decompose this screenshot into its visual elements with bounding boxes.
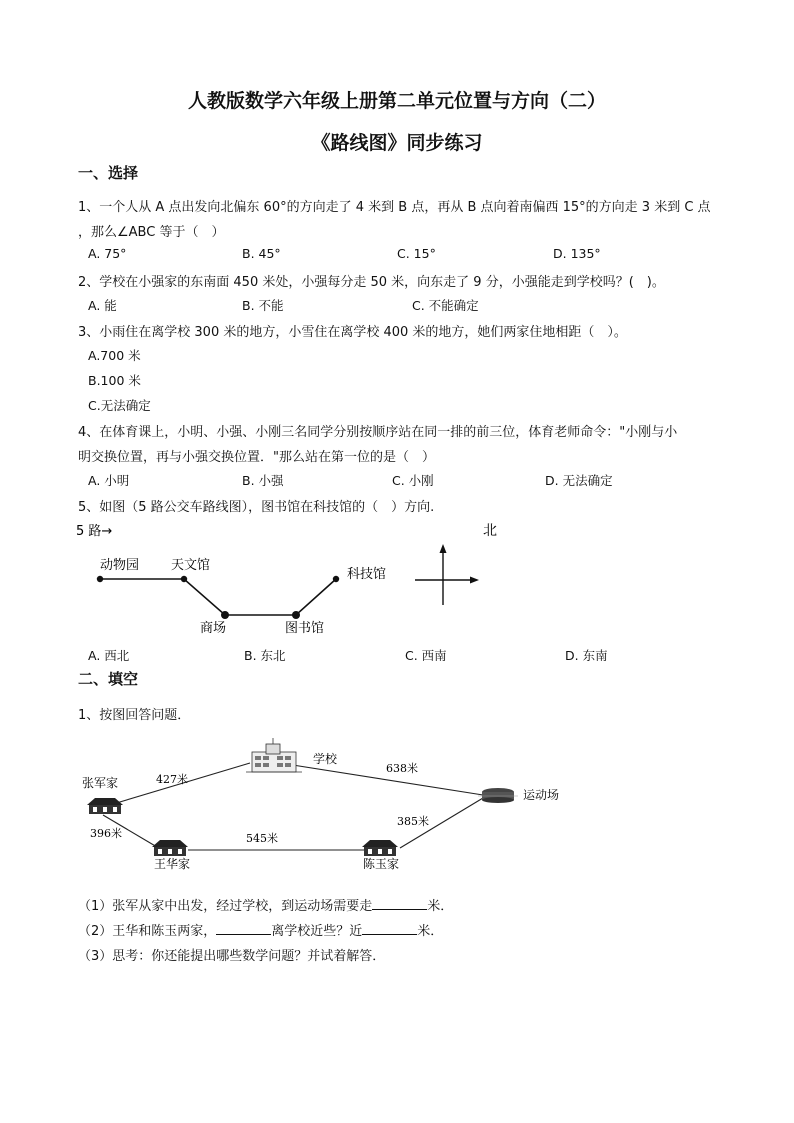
question-2-option-b[interactable]: B. 不能 — [242, 298, 284, 313]
question-4-option-c[interactable]: C. 小刚 — [392, 473, 434, 488]
fill-sub-question-3: （3）思考：你还能提出哪些数学问题？并试着解答． — [78, 949, 386, 964]
question-4-text: 4、在体育课上，小明、小强、小刚三名同学分别按顺序站在同一排的前三位，体育老师命令："小刚与小 — [78, 425, 678, 440]
label-wanghua-home: 王华家 — [154, 857, 191, 870]
school-building-icon — [246, 738, 302, 772]
route-label: 5 路→ — [76, 524, 113, 539]
distance-wanghua-chenyu: 545米 — [246, 832, 278, 845]
stop-dot-science-museum — [333, 576, 339, 582]
label-school: 学校 — [313, 752, 338, 766]
question-3-option-b[interactable]: B.100 米 — [88, 373, 141, 388]
fill-sub-question-1-unit: 米． — [427, 899, 454, 914]
question-4-option-a[interactable]: A. 小明 — [88, 473, 130, 488]
stop-label-science-museum: 科技馆 — [347, 567, 387, 582]
stop-label-zoo: 动物园 — [100, 558, 140, 573]
question-3-text: 3、小雨住在离学校 300 米的地方，小雪住在离学校 400 米的地方，她们两家住地相距（ ）。 — [78, 325, 627, 340]
question-2-option-c[interactable]: C. 不能确定 — [412, 298, 479, 313]
stadium-icon — [478, 788, 518, 803]
fill-sub-question-1-text: （1）张军从家中出发，经过学校，到运动场需要走 — [78, 899, 373, 914]
question-3-option-c[interactable]: C.无法确定 — [88, 398, 151, 413]
compass — [405, 518, 505, 610]
fill-sub-question-2-unit: 米． — [417, 924, 444, 939]
route-map — [70, 730, 590, 870]
stop-dot-mall — [221, 611, 229, 619]
chenyu-house-icon — [362, 840, 398, 856]
question-5-text: 5、如图（5 路公交车路线图），图书馆在科技馆的（ ）方向. — [78, 500, 435, 515]
stop-label-mall: 商场 — [200, 621, 227, 636]
question-4-option-b[interactable]: B. 小强 — [242, 473, 284, 488]
fill-sub-question-2 — [78, 920, 443, 939]
stop-label-planetarium: 天文馆 — [171, 558, 211, 573]
stop-dot-library — [292, 611, 300, 619]
route-line — [100, 579, 336, 615]
question-3-option-a[interactable]: A.700 米 — [88, 348, 141, 363]
fill-sub-question-1 — [78, 895, 453, 914]
question-5-option-c[interactable]: C. 西南 — [405, 648, 447, 663]
north-label: 北 — [483, 523, 497, 539]
answer-blank-2[interactable] — [216, 922, 271, 935]
distance-chenyu-stadium: 385米 — [397, 815, 429, 828]
fill-sub-question-2-text-cont: 离学校近些？近 — [271, 924, 363, 939]
path-school-stadium — [280, 763, 483, 795]
label-stadium: 运动场 — [523, 788, 560, 802]
distance-zhangjun-school: 427米 — [156, 773, 188, 786]
question-4-text-cont: 明交换位置，再与小强交换位置．"那么站在第一位的是（ ） — [78, 450, 435, 465]
answer-blank-3[interactable] — [362, 922, 417, 935]
distance-zhangjun-wanghua: 396米 — [90, 827, 122, 840]
zhangjun-house-icon — [87, 798, 123, 814]
question-1-text: 1、一个人从 A 点出发向北偏东 60°的方向走了 4 米到 B 点，再从 B 点向着南偏西 15°的方向走 3 米到 C 点 — [78, 200, 711, 215]
section-heading-choice: 一、选择 — [78, 164, 139, 182]
question-2-option-a[interactable]: A. 能 — [88, 298, 117, 313]
north-arrow-icon — [440, 544, 447, 553]
question-5-option-b[interactable]: B. 东北 — [244, 648, 286, 663]
fill-sub-question-2-text: （2）王华和陈玉两家， — [78, 924, 217, 939]
page-subtitle: 《路线图》同步练习 — [311, 132, 483, 154]
stop-dot-planetarium — [181, 576, 187, 582]
page-title: 人教版数学六年级上册第二单元位置与方向（二） — [187, 90, 606, 112]
question-1-text-cont: ，那么∠ABC 等于（ ） — [78, 225, 225, 240]
question-4-option-d[interactable]: D. 无法确定 — [545, 473, 613, 488]
stop-dot-zoo — [97, 576, 103, 582]
question-1-option-d[interactable]: D. 135° — [553, 246, 601, 261]
question-1-option-a[interactable]: A. 75° — [88, 246, 127, 261]
label-zhangjun-home: 张军家 — [82, 776, 119, 790]
question-2-text: 2、学校在小强家的东南面 450 米处，小强每分走 50 米，向东走了 9 分，小强能走到学校吗？( )。 — [78, 275, 665, 290]
stop-label-library: 图书馆 — [285, 621, 325, 636]
answer-blank-1[interactable] — [372, 897, 427, 910]
question-1-option-b[interactable]: B. 45° — [242, 246, 281, 261]
label-chenyu-home: 陈玉家 — [363, 857, 400, 870]
distance-school-stadium: 638米 — [386, 762, 418, 775]
fill-question-1-prompt: 1、按图回答问题． — [78, 708, 191, 723]
wanghua-house-icon — [152, 840, 188, 856]
question-5-option-a[interactable]: A. 西北 — [88, 648, 130, 663]
east-arrow-icon — [470, 577, 479, 584]
question-5-option-d[interactable]: D. 东南 — [565, 648, 608, 663]
question-1-option-c[interactable]: C. 15° — [397, 246, 436, 261]
section-heading-fill: 二、填空 — [78, 670, 139, 688]
